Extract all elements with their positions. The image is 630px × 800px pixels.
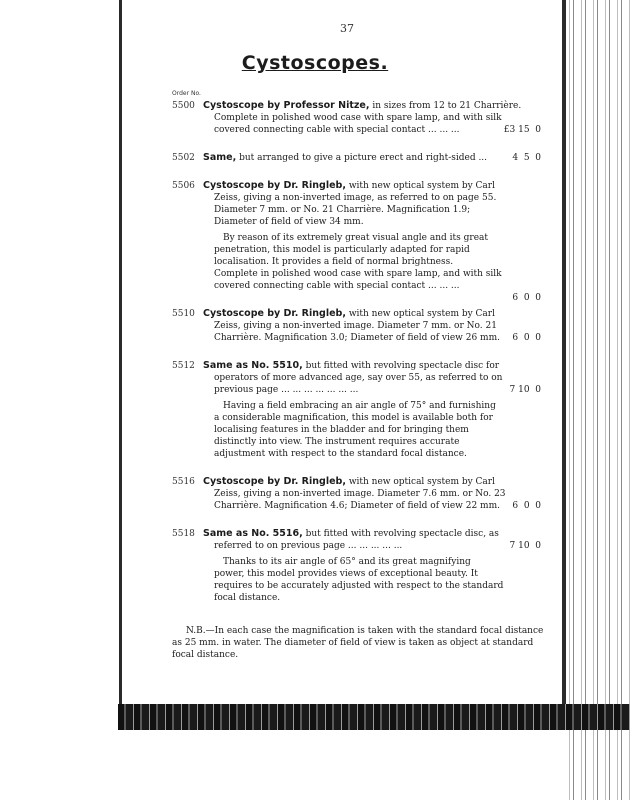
order-number: 5512 (172, 361, 195, 371)
order-number: 5506 (172, 181, 195, 191)
entry-text: Complete in polished wood case with spare lamp, and with silk (214, 269, 502, 279)
order-number: 5516 (172, 477, 195, 487)
catalogue-entry (172, 152, 557, 164)
entry-price: 6 0 0 (512, 501, 541, 511)
entry-note-line: Having a field embracing an air angle of 75° and furnishing (223, 401, 496, 411)
entry-heading: Same, (203, 152, 237, 163)
entry-text: but arranged to give a picture erect and right-sided ... (239, 153, 488, 163)
entry-first-line (203, 308, 495, 320)
entry-text: referred to on previous page ... ... ... ... ... (214, 541, 403, 551)
entry-heading: Same as No. 5510, (203, 360, 303, 371)
scan-bottom-band (118, 704, 630, 730)
entry-note (203, 556, 504, 604)
entry-note-line: localisation. It provides a field of normal brightness. (214, 257, 454, 267)
entry-text: but fitted with revolving spectacle disc, as (305, 529, 499, 539)
entry-note-line: adjustment with respect to the standard focal distance. (214, 449, 467, 459)
entry-note-line: requires to be accurately adjusted with respect to the standard (214, 581, 504, 591)
entry-note-line: By reason of its extremely great visual angle and its great (223, 233, 488, 243)
catalogue-entry (172, 308, 557, 344)
entry-text: with new optical system by Carl (348, 477, 495, 487)
entry-first-line (203, 180, 495, 192)
entry-note (203, 400, 496, 460)
entry-first-line (203, 100, 522, 112)
entry-note-line: Thanks to its air angle of 65° and its great magnifying (223, 557, 471, 567)
entry-text: with new optical system by Carl (348, 181, 495, 191)
catalogue-entry (172, 100, 557, 136)
entry-text: Diameter of field of view 34 mm. (214, 217, 364, 227)
scan-left-border (119, 0, 122, 712)
entry-text: covered connecting cable with special contact ... ... ... (214, 281, 460, 291)
footnote-line: N.B.—In each case the magnification is taken with the standard focal distance (186, 626, 544, 636)
entry-text: but fitted with revolving spectacle disc for (305, 361, 500, 371)
entry-note-line: power, this model provides views of exceptional beauty. It (214, 569, 478, 579)
entry-text: covered connecting cable with special contact ... ... ... (214, 125, 460, 135)
page-number: 37 (340, 22, 354, 35)
entry-text: with new optical system by Carl (348, 309, 495, 319)
entry-heading: Cystoscope by Dr. Ringleb, (203, 308, 346, 319)
footnote-line: focal distance. (172, 650, 239, 660)
catalogue-entry (172, 528, 557, 604)
entry-first-line (203, 360, 500, 372)
entry-note-line: a considerable magnification, this model is available both for (214, 413, 493, 423)
order-number: 5500 (172, 101, 195, 111)
entry-text: operators of more advanced age, say over 55, as referred to on (214, 373, 503, 383)
entry-text: Charrière. Magnification 3.0; Diameter of field of view 26 mm. (214, 333, 500, 343)
entry-note-line: localising features in the bladder and for bringing them (214, 425, 469, 435)
order-number-label: Order No. (172, 90, 201, 97)
entry-heading: Same as No. 5516, (203, 528, 303, 539)
entry-text: Zeiss, giving a non-inverted image. Diameter 7 mm. or No. 21 (214, 321, 497, 331)
entry-text: previous page ... ... ... ... ... ... ... (214, 385, 359, 395)
entry-heading: Cystoscope by Professor Nitze, (203, 100, 370, 111)
catalogue-entry (172, 476, 557, 512)
entry-text: Zeiss, giving a non-inverted image, as referred to on page 55. (214, 193, 497, 203)
order-number: 5518 (172, 529, 195, 539)
entry-price: 7 10 0 (509, 541, 541, 551)
entry-price: 6 0 0 (512, 333, 541, 343)
entry-first-line (203, 476, 495, 488)
entry-text: Complete in polished wood case with spare lamp, and with silk (214, 113, 502, 123)
entry-heading: Cystoscope by Dr. Ringleb, (203, 180, 346, 191)
footnote (172, 625, 556, 661)
entry-note-line: focal distance. (214, 593, 281, 603)
order-number: 5502 (172, 153, 195, 163)
entry-price: 6 0 0 (512, 293, 541, 303)
catalogue-entries (172, 100, 557, 620)
page-title: Cystoscopes. (241, 52, 389, 74)
footnote-line: as 25 mm. in water. The diameter of field of view is taken as object at standard (172, 638, 534, 648)
catalogue-entry (172, 360, 557, 460)
catalogue-entry (172, 180, 557, 303)
order-number: 5510 (172, 309, 195, 319)
entry-text: in sizes from 12 to 21 Charrière. (372, 101, 522, 111)
entry-first-line (203, 152, 488, 164)
entry-text: Diameter 7 mm. or No. 21 Charrière. Magnification 1.9; (214, 205, 471, 215)
entry-heading: Cystoscope by Dr. Ringleb, (203, 476, 346, 487)
scan-edge-strip (566, 0, 630, 800)
entry-text: Zeiss, giving a non-inverted image. Diameter 7.6 mm. or No. 23 (214, 489, 506, 499)
entry-first-line (203, 528, 499, 540)
entry-price: 7 10 0 (509, 385, 541, 395)
entry-price: £3 15 0 (503, 125, 541, 135)
entry-note-line: penetration, this model is particularly adapted for rapid (214, 245, 470, 255)
entry-text: Charrière. Magnification 4.6; Diameter of field of view 22 mm. (214, 501, 500, 511)
entry-price: 4 5 0 (512, 153, 541, 163)
entry-note (203, 232, 488, 268)
entry-note-line: distinctly into view. The instrument requires accurate (214, 437, 460, 447)
